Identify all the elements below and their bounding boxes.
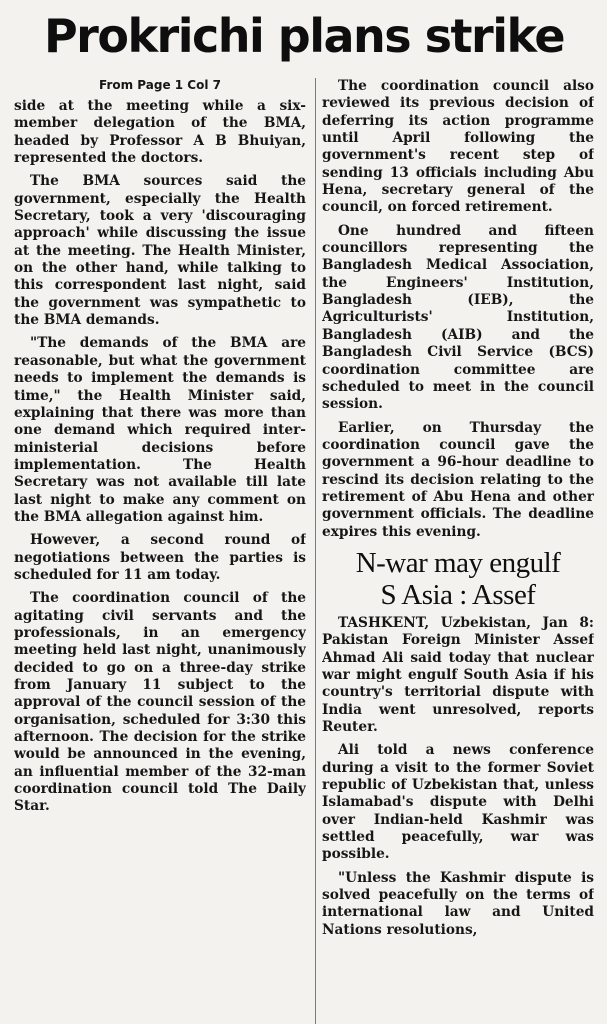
article-paragraph: Ali told a news conference during a visit to the former Soviet republic of Uzbekistan that, unless Islamabad's dispute with Delhi over Indian-held Kashmir was settled peacefully, war was possible. xyxy=(322,742,594,863)
article-paragraph: One hundred and fifteen councillors representing the Bangladesh Medical Association, the Engineers' Institution, Bangladesh (IEB), the Agriculturists' Institution, Bangladesh (AIB) and the Bangladesh Civil Service (BCS) coordination committee are scheduled to meet in the council session. xyxy=(322,222,594,413)
left-column xyxy=(14,78,306,1024)
column-divider xyxy=(315,78,316,1024)
second-article-lead xyxy=(322,615,594,736)
dateline: TASHKENT, Uzbekistan, Jan 8: xyxy=(338,614,594,631)
article-paragraph: The coordination council of the agitating civil servants and the professionals, in an emergency meeting held last night, unanimously decided to go on a three-day strike from January 11 subject to the approval of the council session of the organisation, scheduled for 3:30 this afternoon. The decision for the strike would be announced in the evening, an influential member of the 32-man coordination council told The Daily Star. xyxy=(14,590,306,815)
second-headline-line2: S Asia : Assef xyxy=(380,578,536,611)
article-paragraph: "The demands of the BMA are reasonable, but what the government needs to implement the demands is time," the Health Minister said, explaining that there was more than one demand which required inter-ministerial decisions before implementation. The Health Secretary was not available till late last night to make any comment on the BMA allegation against him. xyxy=(14,335,306,525)
article-paragraph: The coordination council also reviewed its previous decision of deferring its action programme until April following the government's recent step of sending 13 officials including Abu Hena, secretary general of the council, on forced retirement. xyxy=(322,78,594,216)
article-paragraph: side at the meeting while a six-member delegation of the BMA, headed by Professor A B Bhuiyan, represented the doctors. xyxy=(14,98,306,167)
article-paragraph: The BMA sources said the government, especially the Health Secretary, took a very 'discouraging approach' while discussing the issue at the meeting. The Health Minister, on the other hand, while talking to this correspondent last night, said the government was sympathetic to the BMA demands. xyxy=(14,173,306,329)
article-headline: Prokrichi plans strike xyxy=(43,9,565,63)
second-headline-line1: N-war may engulf xyxy=(355,546,561,579)
lead-text: Pakistan Foreign Minister Assef Ahmad Ali said today that nuclear war might engulf South Asia if his country's territorial dispute with India went unresolved, reports Reuter. xyxy=(322,632,594,735)
article-paragraph: However, a second round of negotiations between the parties is scheduled for 11 am today. xyxy=(14,532,306,583)
article-paragraph: Earlier, on Thursday the coordination council gave the government a 96-hour deadline to rescind its decision relating to the retirement of Abu Hena and other government officials. The deadline expires this evening. xyxy=(322,419,594,540)
second-article-headline xyxy=(322,547,594,611)
right-column xyxy=(322,78,594,1024)
jump-line: From Page 1 Col 7 xyxy=(99,78,221,92)
article-paragraph: "Unless the Kashmir dispute is solved peacefully on the terms of international law and United Nations resolutions, xyxy=(322,869,594,938)
